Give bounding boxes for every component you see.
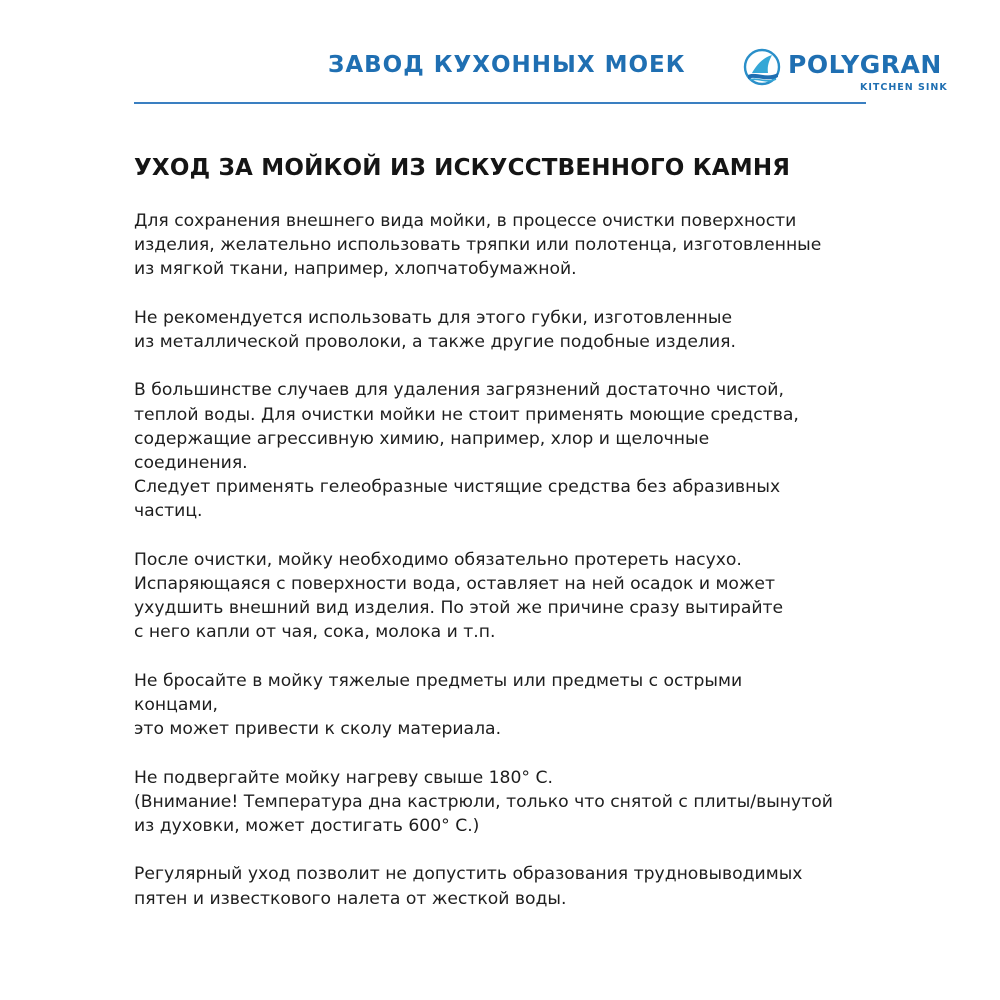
header-title: ЗАВОД КУХОННЫХ МОЕК bbox=[328, 52, 686, 78]
header-divider bbox=[134, 102, 866, 104]
paragraph-line: из духовки, может достигать 600° С.) bbox=[134, 816, 480, 836]
paragraph-line: Следует применять гелеобразные чистящие средства без абразивных bbox=[134, 477, 781, 498]
paragraph bbox=[134, 669, 894, 742]
document-body bbox=[134, 209, 894, 935]
paragraph-line: Для сохранения внешнего вида мойки, в процессе очистки поверхности bbox=[134, 211, 797, 231]
paragraph-line: теплой воды. Для очистки мойки не стоит применять моющие средства, bbox=[134, 404, 799, 425]
document-title: УХОД ЗА МОЙКОЙ ИЗ ИСКУССТВЕННОГО КАМНЯ bbox=[134, 155, 791, 181]
paragraph-line: содержащие агрессивную химию, например, хлор и щелочные bbox=[134, 428, 710, 449]
paragraph bbox=[134, 862, 894, 910]
logo-subtitle: KITCHEN SINK bbox=[860, 82, 948, 93]
paragraph-line: Испаряющаяся с поверхности вода, оставляет на ней осадок и может bbox=[134, 574, 776, 594]
paragraph-line: частиц. bbox=[134, 501, 203, 522]
wave-sail-logo-icon bbox=[742, 46, 784, 88]
paragraph-line: Регулярный уход позволит не допустить образования трудновыводимых bbox=[134, 864, 803, 885]
paragraph-line: с него капли от чая, сока, молока и т.п. bbox=[134, 622, 496, 643]
paragraph-line: из металлической проволоки, а также другие подобные изделия. bbox=[134, 332, 736, 352]
paragraph-line: В большинстве случаев для удаления загрязнений достаточно чистой, bbox=[134, 380, 784, 401]
paragraph-line: Не подвергайте мойку нагреву свыше 180° С. bbox=[134, 767, 553, 788]
paragraph bbox=[134, 378, 894, 523]
paragraph-line: После очистки, мойку необходимо обязательно протереть насухо. bbox=[134, 549, 742, 570]
paragraph bbox=[134, 766, 894, 839]
paragraph-line: ухудшить внешний вид изделия. По этой же причине сразу вытирайте bbox=[134, 598, 784, 619]
paragraph-line: Не бросайте в мойку тяжелые предметы или предметы с острыми bbox=[134, 670, 743, 691]
paragraph-line: это может привести к сколу материала. bbox=[134, 719, 502, 740]
paragraph-line: пятен и известкового налета от жесткой воды. bbox=[134, 888, 567, 909]
logo-name: POLYGRAN bbox=[788, 50, 942, 79]
paragraph-line: из мягкой ткани, например, хлопчатобумажной. bbox=[134, 259, 577, 280]
paragraph-line: Не рекомендуется использовать для этого губки, изготовленные bbox=[134, 307, 733, 328]
polygran-logo bbox=[742, 46, 952, 96]
paragraph bbox=[134, 548, 894, 645]
paragraph-line: (Внимание! Температура дна кастрюли, только что снятой с плиты/вынутой bbox=[134, 791, 833, 812]
paragraph bbox=[134, 209, 894, 282]
paragraph-line: соединения. bbox=[134, 453, 248, 473]
paragraph-line: концами, bbox=[134, 695, 218, 715]
paragraph bbox=[134, 306, 894, 354]
paragraph-line: изделия, желательно использовать тряпки или полотенца, изготовленные bbox=[134, 235, 822, 256]
